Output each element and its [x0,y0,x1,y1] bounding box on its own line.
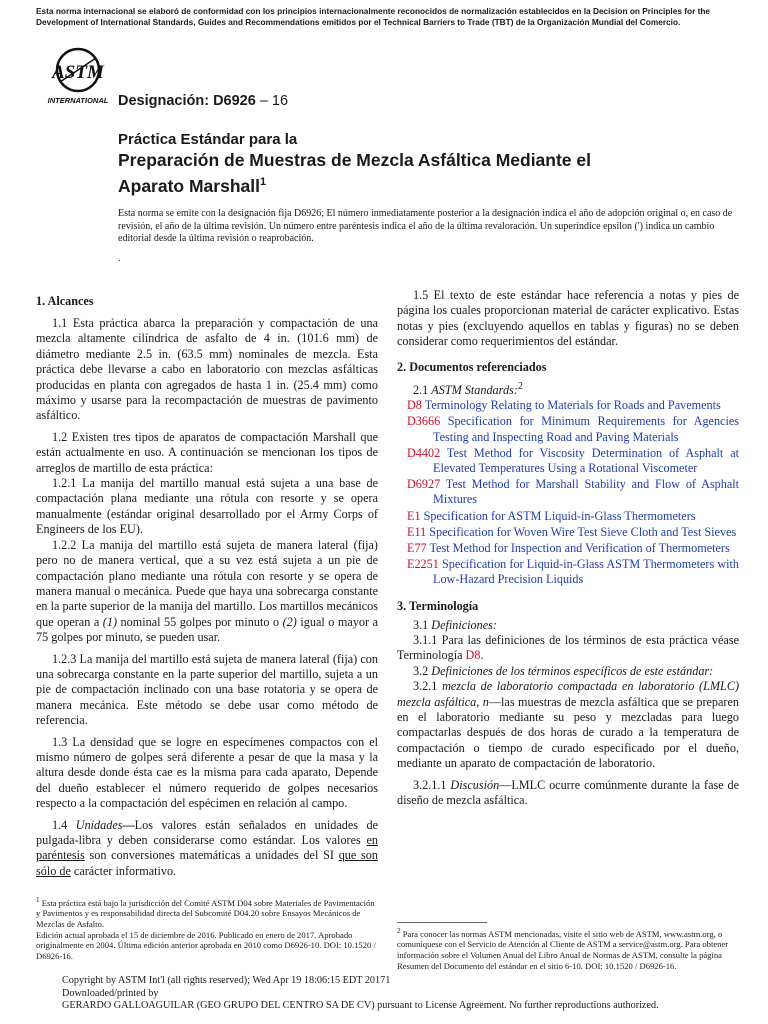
designation [118,93,288,109]
title-line-2: Preparación de Muestras de Mezcla Asfáltica Mediante el [118,150,591,170]
p32-italic: Definiciones de los términos específicos de este estándar: [431,663,714,678]
p14-text-b: son conversiones matemáticas a unidades del SI [84,848,339,863]
reference-title[interactable]: Specification for ASTM Liquid-in-Glass Thermometers [423,508,696,523]
p14-text-a: Los valores están señalados en unidades de pulgada-libra y deben considerarse como estándar. Los valores [36,817,379,847]
paragraph-1-2-2 [36,538,378,646]
p14-underline-2: que son sólo de [36,848,378,878]
reference-item[interactable] [397,398,739,413]
reference-title[interactable]: Specification for Liquid-in-Glass ASTM Thermometers with Low-Hazard Precision Liquids [433,557,740,587]
footnote-2-text: Para conocer las normas ASTM mencionadas, visite el sitio web de ASTM, www.astm.org, o comuníquese con el Servicio de Atención al Cliente de ASTM a service@astm.org. Para obtener información sobre el Volumen Anual del Libro Anual de Normas de ASTM, consulte la página Resumen del Documento del estándar en el sitio 6-10. DOI: 10.1520 / D6926-16. [397,928,729,971]
reference-item[interactable] [397,414,739,444]
astm-logo [44,44,112,106]
section-heading-references: 2. Documentos referenciados [397,359,547,374]
p31-num: 3.1 [413,617,432,632]
reference-title[interactable]: Test Method for Viscosity Determination of Asphalt at Elevated Temperatures Using a Rotational Viscometer [433,445,739,475]
paragraph-1-5: 1.5 El texto de este estándar hace referencia a notas y pies de página los cuales proporcionan material de carácter explicativo. Estas notas y pies (excluyendo aquellos en tablas y figuras) no se deben considerar como requerimientos del estándar. [397,288,739,349]
paragraph-3-2 [397,664,739,679]
reference-item[interactable] [397,446,739,476]
reference-code[interactable]: D4402 [407,445,441,460]
copyright-line-3: GERARDO GALLOAGUILAR (GEO GRUPO DEL CENTRO SA DE CV) pursuant to License Agreement. No further reproductions authorized. [62,1000,659,1012]
footnote-2-mark: 2 [397,927,401,935]
reference-code[interactable]: D6927 [407,477,441,492]
document-title [118,130,718,197]
reference-code[interactable]: E11 [407,524,427,539]
right-column [397,288,739,808]
p122-text-b: nominal 55 golpes por minuto o [117,614,283,629]
p321-num: 3.2.1 [413,679,443,694]
p3211-num: 3.2.1.1 [413,777,451,792]
p3211-italic: Discusión [450,777,500,792]
p311-ref-link[interactable]: D8 [465,648,481,663]
p3211-text: —LMLC ocurre comúnmente durante la fase de diseño de mezcla asfáltica. [397,777,740,807]
designation-label: Designación: D6926 [118,93,256,109]
reference-title[interactable]: Test Method for Inspection and Verification of Thermometers [429,540,730,555]
p311-text: 3.1.1 Para las definiciones de los términos de esta práctica véase Terminología [397,632,739,663]
paragraph-1-3: 1.3 La densidad que se logre en especímenes compactos con el mismo número de golpes será diferente a pesar de que la masa y la altura desde donde ésta cae es la misma para cada aparato, Depende del dueño establecer el número requerido de golpes necesarios respecto a la compactación del espécimen en relación al campo. [36,734,378,811]
section-heading-scope: 1. Alcances [36,294,94,308]
reference-code[interactable]: E2251 [407,557,439,572]
footnote-2 [397,922,739,971]
reference-title[interactable]: Test Method for Marshall Stability and Flow of Asphalt Mixtures [433,477,740,507]
paragraph-2-1 [397,379,739,398]
p14-num: 1.4 [52,817,76,832]
footnote-1-mark: 1 [36,896,40,904]
reference-item[interactable] [397,525,739,540]
reference-title[interactable]: Specification for Woven Wire Test Sieve Cloth and Test Sieves [429,524,737,539]
left-column [36,290,378,879]
paragraph-1-2-3: 1.2.3 La manija del martillo está sujeta de manera lateral (fija) con una sobrecarga constante en la parte superior del martillo, sujeta a un pie de compactación inclinado con una base rotatoria y se opera de manera mecánica. Este método se debe usar como método de referencia. [36,651,378,728]
p122-text-a: 1.2.2 La manija del martillo está sujeta de manera lateral (fija) pero no de manera vertical, que a su vez está sujeta a un pie de compactación plano mediante una rótula con resorte y se opera de manera manual o mecánica. Puede que haya una sobrecarga constante en la parte superior de la manija del martillo. Los martillos mecánicos que operan a [36,537,378,629]
footnote-rule [397,922,487,923]
paragraph-3-2-1 [397,679,739,771]
reference-title[interactable]: Specification for Minimum Requirements for Agencies Testing and Inspecting Road and Paving Materials [433,414,740,444]
footnote-1 [36,895,378,961]
p122-italic-2: (2) [282,614,297,629]
p311-period: . [480,648,484,663]
paragraph-3-1-1 [397,633,739,664]
paragraph-3-1 [397,618,739,633]
footnote-1-text: Esta práctica está bajo la jurisdicción del Comité ASTM D04 sobre Materiales de Pavimentación y Pavimentos y es responsabilidad directa del Subcomité D04.20 sobre Ensayos Mecánicos de Mezclas de Asfalto. [36,897,375,930]
paragraph-3-2-1-1 [397,778,739,809]
copyright-line-2: Downloaded/printed by [62,987,159,999]
paragraph-1-1: 1.1 Esta práctica abarca la preparación y compactación de una mezcla altamente cilíndrica de asfalto de 4 in. (101.6 mm) de diámetro mediante 2.5 in. (63.5 mm) nominales de mezcla. Esta práctica debe llevarse a cabo en laboratorio con mezclas asfálticas producidas en planta con agregados de hasta 1 in. (25.4 mm) como máximo y usarse para la recompactación de muestras de pavimento asfáltico. [36,316,378,423]
title-line-1: Práctica Estándar para la [118,131,298,148]
designation-number: – 16 [255,93,289,109]
title-footnote-mark: 1 [259,176,267,188]
paragraph-1-4 [36,818,378,880]
reference-list [397,398,739,587]
reference-code[interactable]: D8 [407,398,422,413]
reference-code[interactable]: E77 [407,540,427,555]
reference-code[interactable]: E1 [407,508,421,523]
p321-text: —las muestras de mezcla asfáltica que se preparen en el laboratorio mediante su peso y mezcladas para luego compactarlas después de dos horas de curado a la temperatura de compactación o tiempo de curado especificado por el dueño, mediante un aparato de compactación de laboratorio. [397,694,739,771]
p21-italic: ASTM Standards: [431,382,518,397]
reference-code[interactable]: D3666 [407,414,441,429]
copyright-notice [62,975,762,1013]
p14-text-c: carácter informativo. [70,863,177,878]
section-heading-terminology: 3. Terminología [397,598,479,613]
logo-text: INTERNATIONAL [47,96,109,105]
reference-item[interactable] [397,541,739,556]
intro-dot: . [118,253,121,264]
p14-dash: — [122,817,135,832]
p32-num: 3.2 [413,663,432,678]
intro-note: Esta norma se emite con la designación fija D6926; El número inmediatamente posterior a la designación indica el año de adopción original o, en caso de revisión, el año de la última revisión. Un número entre paréntesis indica el año de la última revaloración. Un superíndice epsilon (') indica un cambio editorial desde la última revisión o reaprobación. [118,208,733,244]
p14-italic: Unidades [75,817,123,832]
footnote-1-edition: Edición actual aprobada el 15 de diciembre de 2016. Publicado en enero de 2017. Aprobado originalmente en 2004. Última edición anterior aprobada en 2010 como D6926-10. DOI: 10.1520 / D6926-16. [36,929,376,961]
p122-text-c: igual o mayor a 75 golpes por minuto, se pueden usar. [36,614,379,645]
p122-italic-1: (1) [102,614,118,629]
title-line-3-text: Aparato Marshall [118,175,260,196]
p21-num: 2.1 [413,382,432,397]
top-notice: Esta norma internacional se elaboró de conformidad con los principios internacionalmente reconocidos de normalización establecidos en la Decision on Principles for the Development of International Standards, Guides and Recommendations emitidos por el Technical Barriers to Trade (TBT) de la Organización Mundial del Comercio. [36,6,711,27]
title-line-3 [118,171,718,197]
p31-italic: Definiciones: [431,617,497,632]
paragraph-1-2-1: 1.2.1 La manija del martillo manual está sujeta a una base de compactación plana mediante una rótula con resorte y se opera manualmente (estándar original desarrollado por el Army Corps of Engineers de los EU). [36,476,378,537]
reference-item[interactable] [397,509,739,524]
paragraph-1-2: 1.2 Existen tres tipos de aparatos de compactación Marshall que están actualmente en uso. A continuación se mencionan los tipos de arreglos de martillo de esta práctica: [36,429,378,475]
reference-title[interactable]: Terminology Relating to Materials for Roads and Pavements [424,398,721,413]
p321-italic: mezcla de laboratorio compactada en laboratorio (LMLC) mezcla asfáltica, n [397,679,740,709]
reference-item[interactable] [397,477,739,507]
p21-footnote-mark: 2 [517,380,523,392]
svg-text:ASTM: ASTM [52,62,104,83]
copyright-line-1: Copyright by ASTM Int'l (all rights reserved); Wed Apr 19 18:06:15 EDT 20171 [62,975,391,986]
p14-underline-1: en paréntesis [36,833,378,863]
reference-item[interactable] [397,557,739,587]
